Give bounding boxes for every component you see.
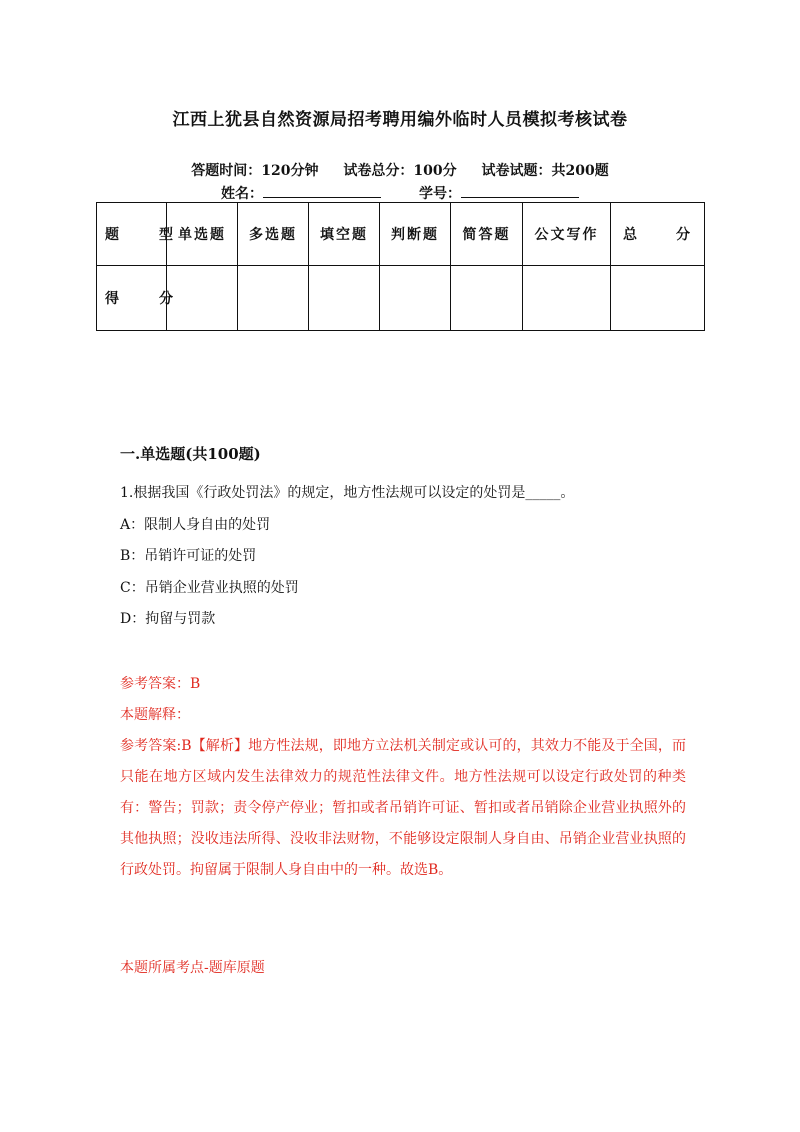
section-title: 一.单选题(共100题) <box>120 445 261 463</box>
id-blank[interactable] <box>461 183 579 198</box>
row-label-score: 得 分 <box>97 266 167 331</box>
question-stem: 1.根据我国《行政处罚法》的规定，地方性法规可以设定的处罚是_____。 <box>120 485 575 501</box>
score-table-score-row <box>97 266 705 331</box>
option-c: C：吊销企业营业执照的处罚 <box>120 580 299 596</box>
exam-total-score: 试卷总分：100分 <box>343 163 457 179</box>
score-cell <box>451 266 523 331</box>
exam-total-questions: 试卷试题：共200题 <box>481 163 609 179</box>
col-official-writing: 公文写作 <box>523 203 611 266</box>
exam-time: 答题时间：120分钟 <box>191 163 319 179</box>
explanation-text: 参考答案:B【解析】地方性法规，即地方立法机关制定或认可的，其效力不能及于全国，而只能在地方区域内发生法律效力的规范性法律文件。地方性法规可以设定行政处罚的种类有：警告；罚款；责令停产停业；暂扣或者吊销许可证、暂扣或者吊销除企业营业执照外的其他执照；没收违法所得、没收非法财物，不能够设定限制人身自由、吊销企业营业执照的行政处罚。拘留属于限制人身自由中的一种。故选B。 <box>120 738 686 878</box>
col-multi-choice: 多选题 <box>238 203 309 266</box>
exam-title: 江西上犹县自然资源局招考聘用编外临时人员模拟考核试卷 <box>172 110 628 130</box>
col-total: 总 分 <box>611 203 705 266</box>
score-cell <box>380 266 451 331</box>
row-label-type: 题 型 <box>97 203 167 266</box>
score-table-header-row <box>97 203 705 266</box>
score-cell <box>309 266 380 331</box>
exam-meta <box>0 160 800 180</box>
explanation-label: 本题解释： <box>120 707 190 723</box>
option-a: A：限制人身自由的处罚 <box>120 517 271 533</box>
score-table <box>96 202 705 331</box>
score-cell <box>523 266 611 331</box>
student-info <box>0 183 800 203</box>
name-blank[interactable] <box>263 183 381 198</box>
score-cell <box>167 266 238 331</box>
option-d: D：拘留与罚款 <box>120 611 216 627</box>
col-fill-blank: 填空题 <box>309 203 380 266</box>
col-single-choice: 单选题 <box>167 203 238 266</box>
reference-answer: 参考答案：B <box>120 676 201 692</box>
name-label: 姓名： <box>221 186 263 202</box>
topic-tag: 本题所属考点-题库原题 <box>120 960 265 976</box>
col-short-answer: 简答题 <box>451 203 523 266</box>
option-b: B：吊销许可证的处罚 <box>120 548 257 564</box>
score-cell <box>611 266 705 331</box>
score-cell <box>238 266 309 331</box>
col-true-false: 判断题 <box>380 203 451 266</box>
id-label: 学号： <box>419 186 461 202</box>
